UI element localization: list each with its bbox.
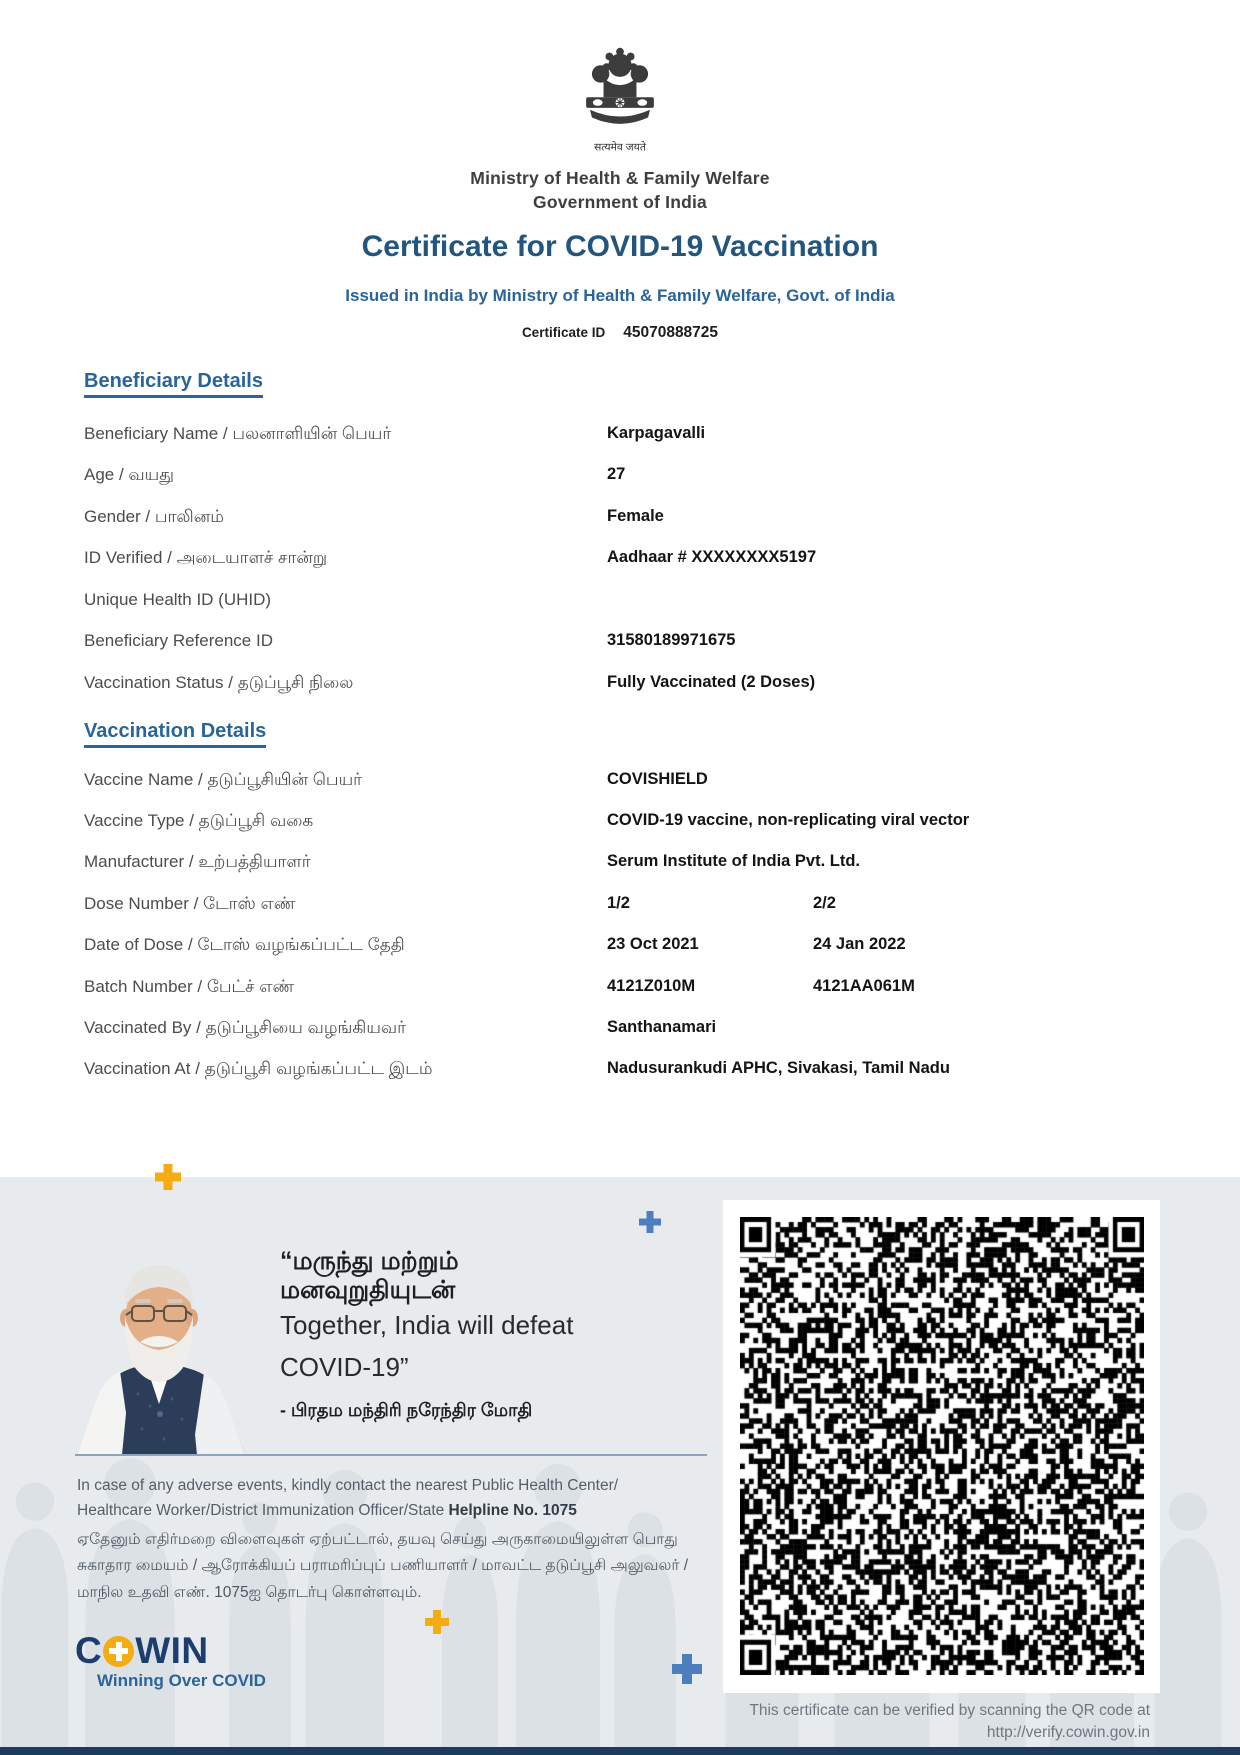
government-name: Government of India bbox=[533, 192, 707, 212]
vaccination-row bbox=[84, 935, 1204, 959]
vaccination-details-heading: Vaccination Details bbox=[84, 720, 266, 743]
beneficiary-row bbox=[84, 507, 1204, 531]
beneficiary-row bbox=[84, 465, 1204, 489]
plus-icon bbox=[672, 1654, 702, 1684]
certificate-title: Certificate for COVID-19 Vaccination bbox=[361, 230, 879, 263]
field-value: Serum Institute of India Pvt. Ltd. bbox=[607, 852, 861, 870]
plus-icon bbox=[155, 1164, 181, 1190]
field-label: Vaccine Type / தடுப்பூசி வகை bbox=[84, 811, 314, 830]
field-value: Aadhaar # XXXXXXXX5197 bbox=[607, 548, 817, 566]
beneficiary-row bbox=[84, 631, 1204, 655]
cowin-letters-win: WIN bbox=[135, 1630, 209, 1671]
field-label: Beneficiary Name / பலனாளியின் பெயர் bbox=[84, 424, 392, 443]
beneficiary-row bbox=[84, 590, 1204, 614]
certificate-subtitle: Issued in India by Ministry of Health & Family Welfare, Govt. of India bbox=[345, 286, 895, 305]
field-label: Beneficiary Reference ID bbox=[84, 631, 273, 650]
helpline-tamil-line2: சுகாதார மையம் / ஆரோக்கியப் பராமரிப்புப் பணியாளர் / மாவட்ட தடுப்பூசி அலுவலர் / bbox=[77, 1557, 689, 1574]
field-value-dose2: 2/2 bbox=[813, 894, 836, 912]
field-value-dose1: 23 Oct 2021 bbox=[607, 935, 699, 953]
vaccination-row bbox=[84, 977, 1204, 1001]
field-value: COVID-19 vaccine, non-replicating viral vector bbox=[607, 811, 970, 829]
helpline-number: Helpline No. 1075 bbox=[448, 1502, 577, 1519]
emblem-motto: सत्यमेव जयते bbox=[594, 141, 646, 154]
certificate-id-row bbox=[0, 324, 1240, 342]
beneficiary-details-heading: Beneficiary Details bbox=[84, 370, 263, 393]
field-label: Vaccination Status / தடுப்பூசி நிலை bbox=[84, 673, 354, 692]
vaccination-row bbox=[84, 770, 1204, 794]
quote-tamil-line1: “மருந்து மற்றும் bbox=[280, 1247, 459, 1275]
quote-english-line2: COVID-19” bbox=[280, 1352, 409, 1382]
beneficiary-row bbox=[84, 548, 1204, 572]
field-value: 31580189971675 bbox=[607, 631, 736, 649]
cowin-logo bbox=[75, 1630, 209, 1672]
field-label: Vaccine Name / தடுப்பூசியின் பெயர் bbox=[84, 770, 363, 789]
cowin-plus-icon bbox=[103, 1636, 134, 1667]
field-label: Vaccination At / தடுப்பூசி வழங்கப்பட்ட இடம் bbox=[84, 1059, 433, 1078]
field-value-dose1: 1/2 bbox=[607, 894, 630, 912]
field-label: Dose Number / டோஸ் எண் bbox=[84, 894, 296, 913]
field-label: Gender / பாலினம் bbox=[84, 507, 224, 526]
field-label: ID Verified / அடையாளச் சான்று bbox=[84, 548, 328, 567]
helpline-english-line2: Healthcare Worker/District Immunization Officer/State Helpline No. 1075 bbox=[77, 1502, 577, 1519]
qr-code bbox=[740, 1217, 1144, 1675]
certificate-id-label: Certificate ID bbox=[521, 325, 606, 340]
ministry-name: Ministry of Health & Family Welfare bbox=[470, 168, 770, 188]
cowin-letter-c: C bbox=[75, 1630, 103, 1671]
helpline-english-line1: In case of any adverse events, kindly contact the nearest Public Health Center/ bbox=[77, 1477, 619, 1494]
field-label: Date of Dose / டோஸ் வழங்கப்பட்ட தேதி bbox=[84, 935, 405, 954]
vaccination-row bbox=[84, 852, 1204, 876]
vaccination-row bbox=[84, 894, 1204, 918]
cowin-tagline: Winning Over COVID bbox=[97, 1671, 266, 1690]
field-value: Santhanamari bbox=[607, 1018, 717, 1036]
field-value-dose1: 4121Z010M bbox=[607, 977, 696, 995]
field-value: Female bbox=[607, 507, 664, 525]
quote-tamil-line2: மனவுறுதியுடன் bbox=[280, 1276, 456, 1304]
certificate-id-value: 45070888725 bbox=[623, 324, 719, 341]
field-value: 27 bbox=[607, 465, 626, 483]
field-value: Fully Vaccinated (2 Doses) bbox=[607, 673, 816, 691]
qr-code-box bbox=[723, 1200, 1160, 1693]
field-value: Nadusurankudi APHC, Sivakasi, Tamil Nadu bbox=[607, 1059, 950, 1077]
field-value: Karpagavalli bbox=[607, 424, 706, 442]
beneficiary-row bbox=[84, 424, 1204, 448]
field-label: Batch Number / பேட்ச் எண் bbox=[84, 977, 295, 996]
plus-icon bbox=[639, 1211, 661, 1233]
vaccination-row bbox=[84, 1059, 1204, 1083]
verify-url: http://verify.cowin.gov.in bbox=[986, 1724, 1150, 1741]
plus-icon bbox=[425, 1610, 449, 1634]
field-value: COVISHIELD bbox=[607, 770, 708, 788]
bottom-accent-bar bbox=[0, 1747, 1240, 1755]
field-label: Age / வயது bbox=[84, 465, 175, 484]
field-value-dose2: 24 Jan 2022 bbox=[813, 935, 906, 953]
field-value-dose2: 4121AA061M bbox=[813, 977, 915, 995]
quote-attribution: - பிரதம மந்திரி நரேந்திர மோதி bbox=[280, 1400, 533, 1420]
banner-divider bbox=[75, 1454, 707, 1456]
vaccination-row bbox=[84, 1018, 1204, 1042]
field-label: Unique Health ID (UHID) bbox=[84, 590, 272, 609]
verify-text-line1: This certificate can be verified by scanning the QR code at bbox=[749, 1702, 1150, 1719]
quote-english-line1: Together, India will defeat bbox=[280, 1310, 574, 1340]
india-emblem-icon bbox=[0, 42, 1240, 169]
helpline-tamil-line1: ஏதேனும் எதிர்மறை விளைவுகள் ஏற்பட்டால், தயவு செய்து அருகாமையிலுள்ள பொது bbox=[77, 1531, 678, 1548]
field-label: Manufacturer / உற்பத்தியாளர் bbox=[84, 852, 311, 871]
beneficiary-row bbox=[84, 673, 1204, 697]
helpline-tamil-line3: மாநில உதவி எண். 1075ஐ தொடர்பு கொள்ளவும். bbox=[77, 1584, 422, 1601]
field-label: Vaccinated By / தடுப்பூசியை வழங்கியவர் bbox=[84, 1018, 407, 1037]
pm-photo bbox=[52, 1254, 267, 1455]
vaccination-row bbox=[84, 811, 1204, 835]
